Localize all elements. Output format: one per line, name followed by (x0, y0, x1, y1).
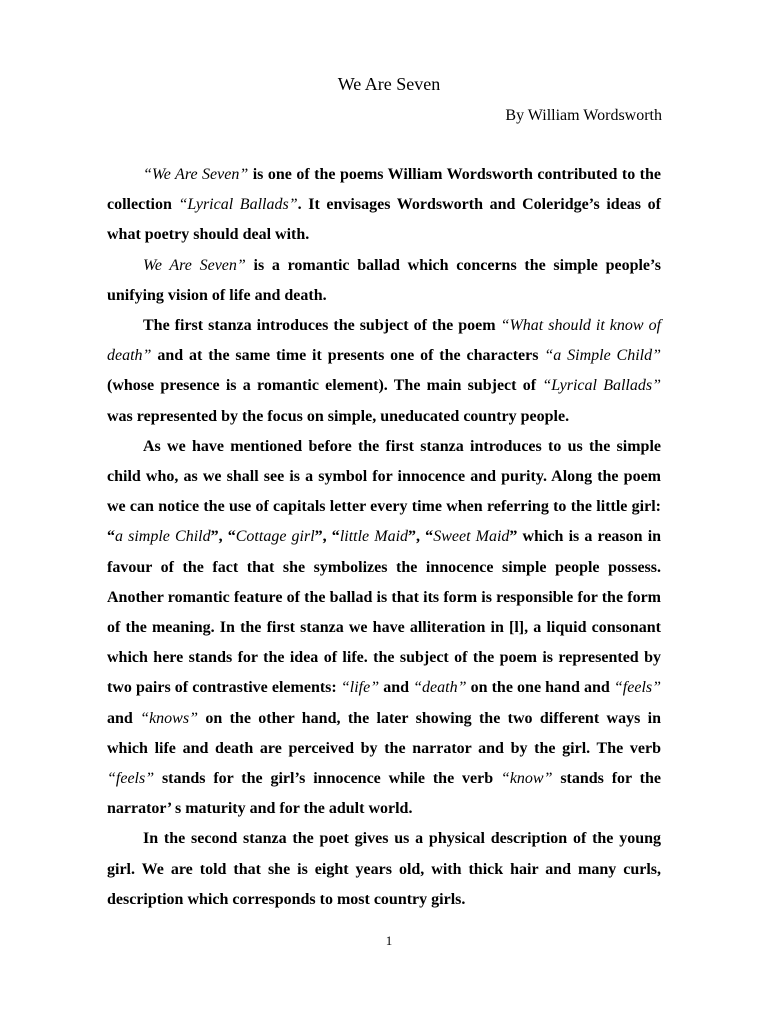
text-run: stands for the girl’s innocence while the verb (154, 770, 501, 788)
text-run-italic: “life” (340, 679, 380, 697)
text-run-italic: a simple Child (115, 528, 211, 546)
text-run-italic: Sweet Maid (433, 528, 510, 546)
document-body (107, 160, 661, 915)
text-run: and (379, 679, 414, 697)
text-run: The first stanza introduces the subject of the poem (143, 317, 501, 335)
text-run: is one of the poems William Wordsworth contributed to the collection (107, 166, 661, 214)
text-run: In the second stanza the poet gives us a physical description of the young girl. We are told that she is eight years old, with thick hair and many curls, description which corresponds to most country girls. (107, 830, 661, 908)
text-run: on the other hand, the later showing the two different ways in which life and death are perceived by the narrator and by the girl. The verb (107, 709, 662, 757)
text-run-italic: “a Simple Child” (544, 347, 662, 365)
text-run-italic: Cottage girl (235, 528, 315, 546)
text-run-italic: “death” (413, 679, 467, 697)
text-run-italic: “know” (500, 770, 553, 788)
text-run: and (107, 709, 141, 727)
text-run: is a romantic ballad which concerns the simple people’s unifying vision of life and death. (107, 256, 661, 304)
page-number: 1 (385, 933, 393, 948)
text-run-italic: “feels” (107, 770, 155, 788)
text-run: was represented by the focus on simple, uneducated country people. (107, 407, 570, 425)
text-run: ” which is a reason in favour of the fact that she symbolizes the innocence simple people possess. Another romantic feature of the ballad is that its form is responsible for the form of the meaning. In the first stanza we have alliteration in [l], a liquid consonant which here stands for the idea of life. the subject of the poem is represented by two pairs of contrastive elements: (107, 528, 662, 697)
text-run: . It envisages Wordsworth and Coleridge’s ideas of what poetry should deal with. (107, 196, 661, 244)
paragraph (107, 160, 661, 251)
text-run: and at the same time it presents one of the characters (151, 347, 545, 365)
text-run-italic: “knows” (140, 709, 198, 727)
text-run: ”, “ (314, 528, 340, 546)
text-run-italic: We Are Seven” (143, 256, 246, 274)
text-run: on the one hand and (466, 679, 614, 697)
paragraph (107, 824, 661, 915)
text-run: As we have mentioned before the first stanza introduces to us the simple child who, as we shall see is a symbol for innocence and purity. Along the poem we can notice the use of capitals letter every time when referring to the little girl: “ (107, 437, 661, 546)
paragraph (107, 432, 661, 825)
text-run: (whose presence is a romantic element). The main subject of (107, 377, 543, 395)
text-run-italic: “Lyrical Ballads” (542, 377, 661, 395)
text-run: ”, “ (210, 528, 236, 546)
paragraph (107, 311, 661, 432)
text-run-italic: “feels” (613, 679, 662, 697)
text-run: ”, “ (408, 528, 434, 546)
text-run-italic: “Lyrical Ballads” (178, 196, 298, 214)
document-title: We Are Seven (337, 74, 441, 94)
text-run-italic: “We Are Seven” (143, 166, 249, 183)
text-run-italic: “What should it know of death” (107, 317, 662, 365)
document-byline: By William Wordsworth (505, 107, 662, 124)
text-run-italic: little Maid (339, 528, 409, 546)
text-run: stands for the narrator’ s maturity and for the adult world. (107, 770, 662, 818)
paragraph (107, 251, 661, 311)
